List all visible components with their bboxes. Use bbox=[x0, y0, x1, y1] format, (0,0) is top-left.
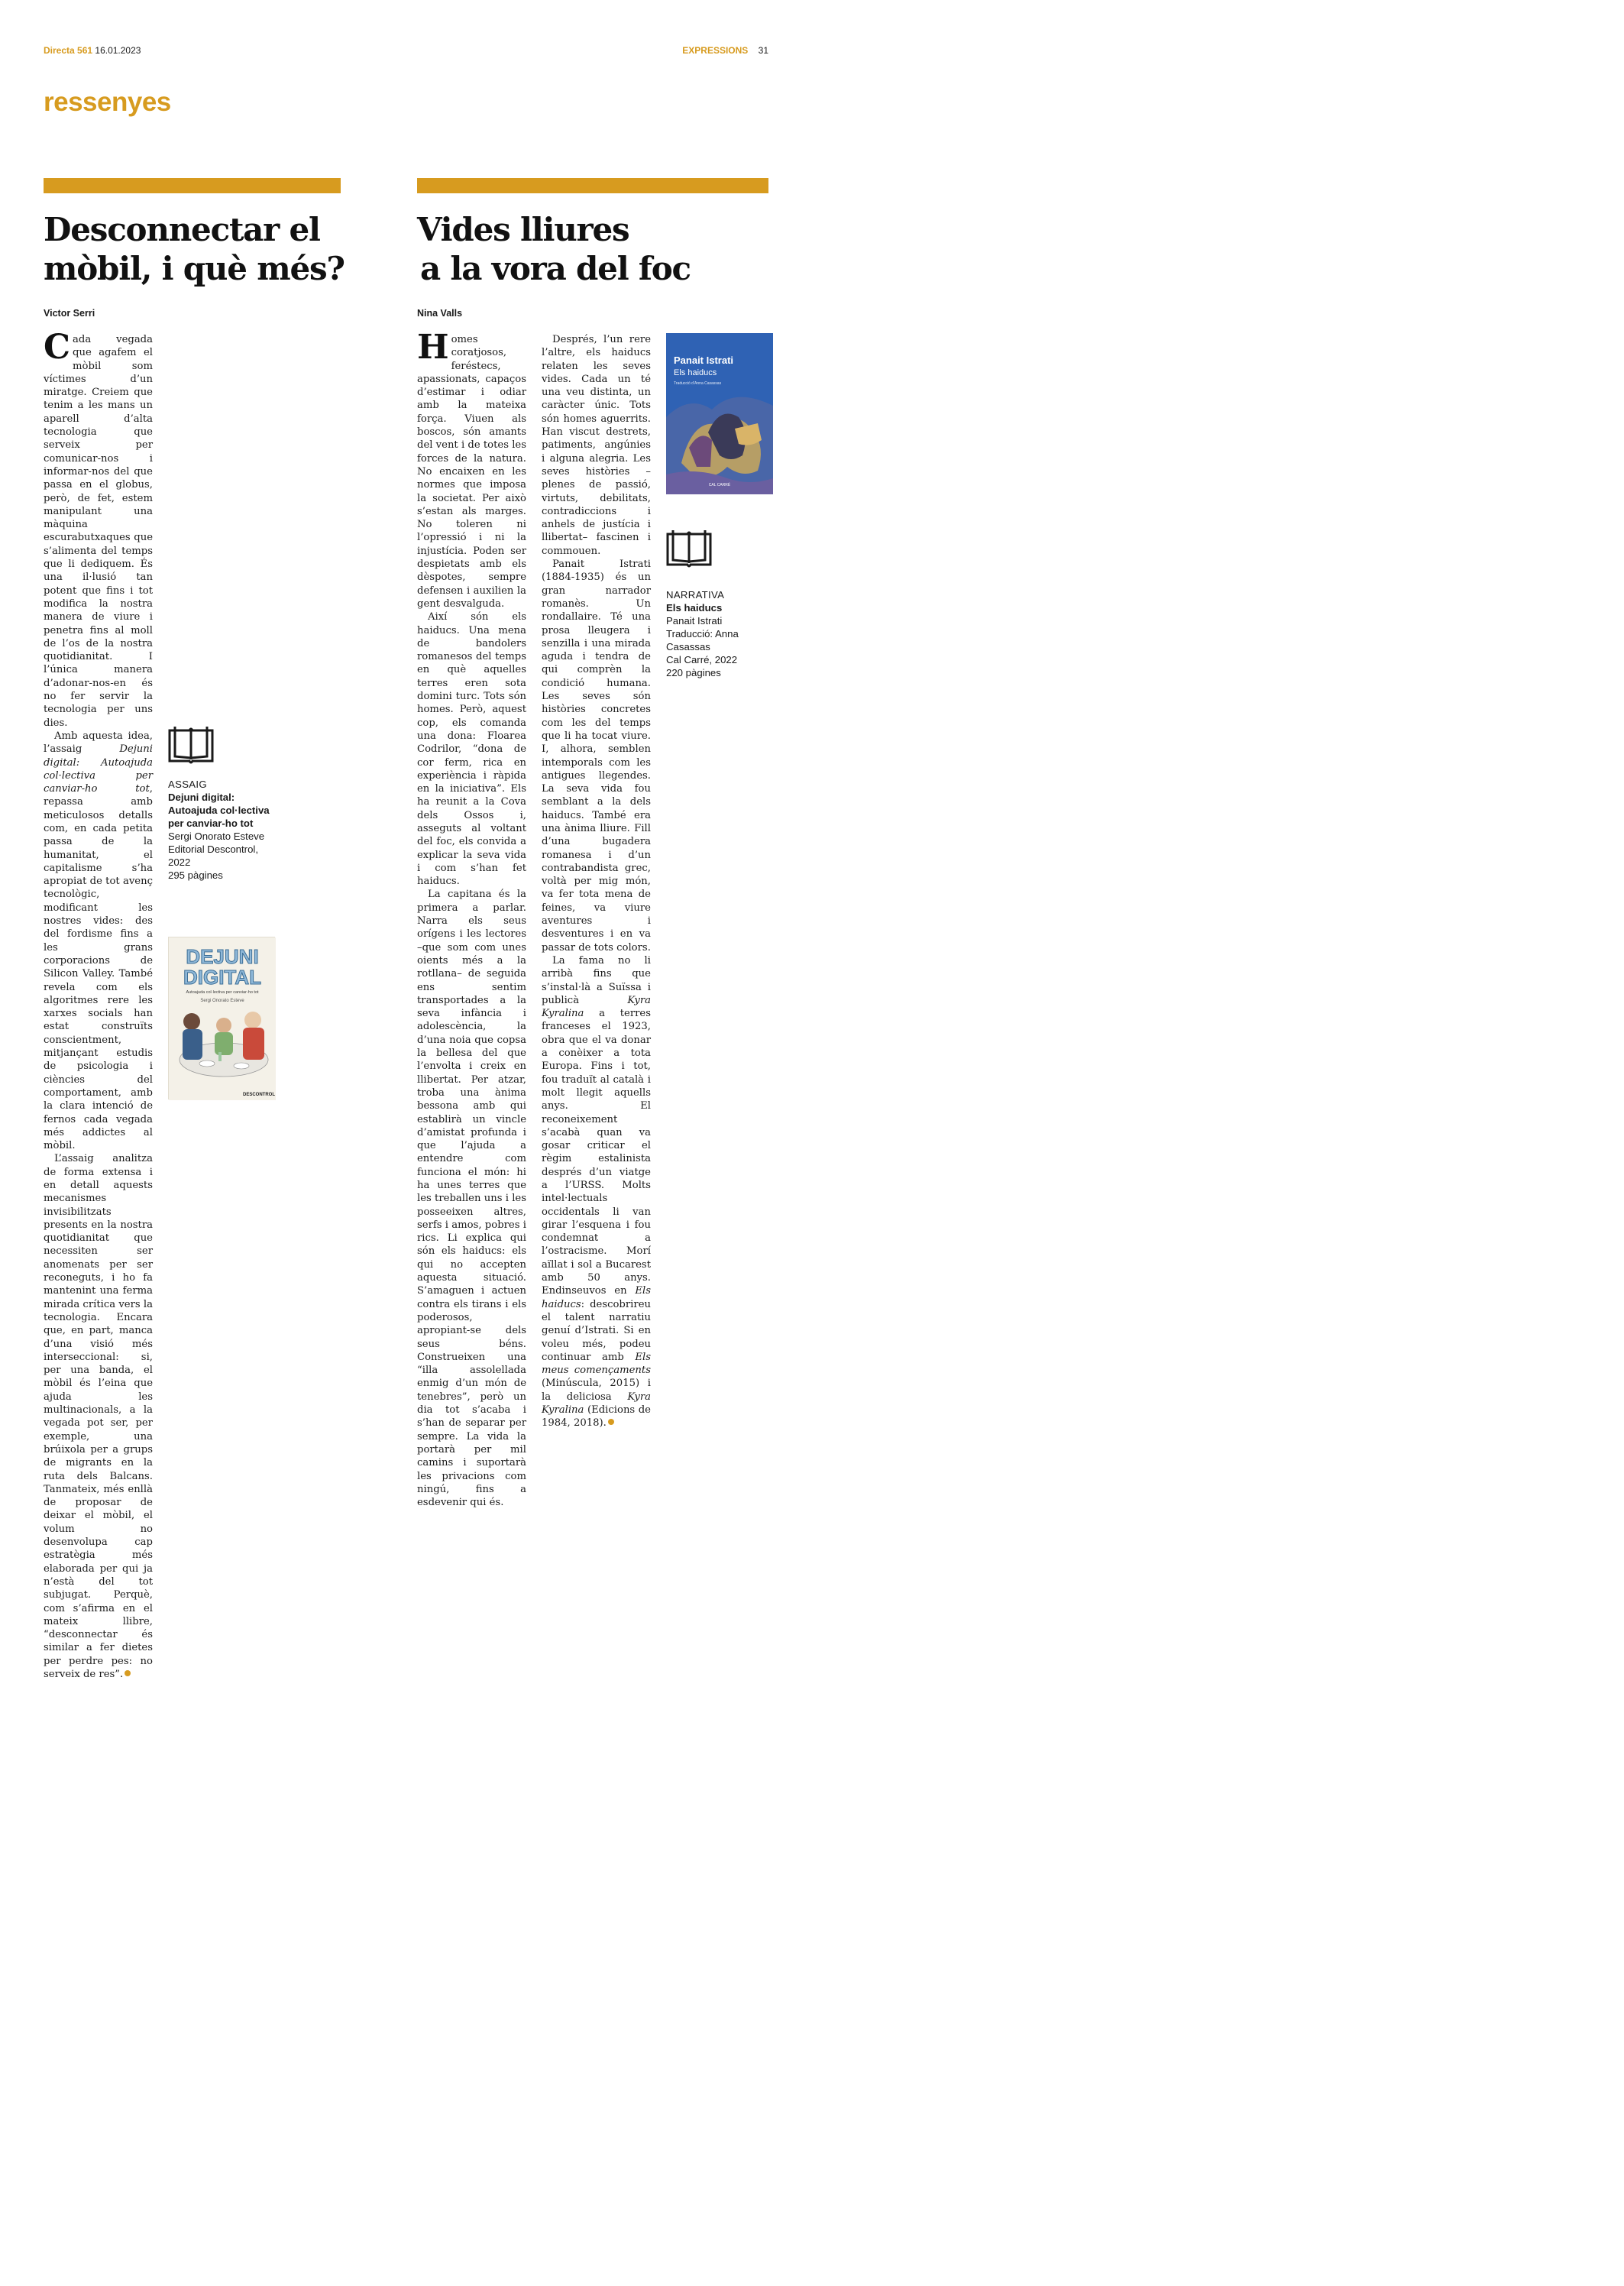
book-pages: 295 pàgines bbox=[168, 869, 223, 881]
cover-publisher: CAL CARRÉ bbox=[708, 483, 731, 487]
section-name: EXPRESSIONS bbox=[682, 45, 749, 56]
book-author: Panait Istrati bbox=[666, 615, 723, 627]
open-book-icon bbox=[168, 726, 214, 766]
cover-illustration bbox=[666, 333, 773, 494]
article2-headline-line1: Vides lliures bbox=[417, 211, 629, 248]
article2-p6-a: La fama no li arribà fins que s’instal·là a Suïssa i publicà bbox=[542, 954, 651, 1006]
article2-dropcap: H bbox=[417, 328, 449, 367]
article1-headline-line2: mòbil, i què més? bbox=[44, 250, 345, 287]
book-cover-dejuni-digital bbox=[168, 937, 275, 1099]
article2-book-info bbox=[666, 588, 773, 679]
article2-p6-title2: Els haiducs bbox=[542, 1285, 651, 1310]
book-author: Sergi Onorato Esteve bbox=[168, 831, 265, 842]
article1-p2-book-title: Dejuni digital: Autoajuda col·lectiva per canviar-ho tot bbox=[44, 743, 153, 795]
page-number: 31 bbox=[758, 45, 768, 56]
cover-subtitle: Autoajuda col·lectiva per canviar-ho tot bbox=[186, 990, 259, 995]
article1-p2-b: , repassa amb meticulosos detalls com, en cada petita passa de la humanitat, el capitalisme s’ha apropiat de tot avenç tecnològic, modificant les nostres vides: des del fordisme fins a les grans corporacions de Silicon Valley. També revela com els algoritmes rere les xarxes socials han estat construïts conscientment, mitjançant estudis de psicologia i ciències del comportament, amb la clara intenció de fernos cada vegada més addictes al mòbil. bbox=[44, 783, 153, 1152]
article1-author: Victor Serri bbox=[44, 308, 95, 319]
article2-p5-text: Panait Istrati (1884-1935) és un gran narrador romanès. Un rondallaire. Té una prosa lleugera i senzilla i una mirada aguda i tendra de qui comprèn la condició humana. Les seves són històries concretes com les del temps que li ha tocat viure. I, alhora, semblen intemporals com les antigues llegendes. La seva vida fou semblant a la dels haiducs. També era una ànima lliure. Fill d’una bugadera romanesa i d’un contrabandista grec, voltà per mig món, va fer tota mena de feines, va viure aventures i desventures i en va passar de tots colors. bbox=[542, 559, 651, 954]
article2-p6-b: a terres franceses el 1923, obra que el va donar a conèixer a tota Europa. Fins i tot, fou traduït al català i molt llegit aquells anys. El reconeixement s’acabà quan va gosar criticar el règim estalinista després d’un viatge a l’URSS. Molts intel·lectuals occidentals li van girar l’esquena i fou condemnat a l’ostracisme. Morí aïllat i sol a Bucarest amb 50 anys. Endinseuvos en bbox=[542, 1008, 651, 1297]
cover-title-line1: DEJUNI bbox=[186, 945, 259, 968]
book-genre: NARRATIVA bbox=[666, 589, 725, 601]
article2-column1 bbox=[417, 328, 526, 1509]
article2-top-rule bbox=[417, 178, 768, 193]
article2-p6-c: : descobrireu el talent narratiu genuí d’Istrati. Si en voleu més, podeu continuar amb bbox=[542, 1298, 651, 1363]
article1-paragraph2 bbox=[44, 730, 153, 1153]
publication-name: Directa 561 bbox=[44, 45, 93, 56]
book-title: Dejuni digital: Autoajuda col·lectiva per canviar-ho tot bbox=[168, 792, 270, 829]
article2-paragraph1 bbox=[417, 328, 526, 610]
cover-title-line2: DIGITAL bbox=[183, 966, 262, 989]
article2-p4-text: Després, l’un rere l’altre, els haiducs relaten les seves vides. Cada un té una veu distinta, un caràcter únic. Tots són homes aguerrits. Han viscut destrets, patiments, angúnies i alguna alegria. Les seves històries –plenes de passió, virtuts, debilitats, contradiccions i anhels de justícia i llibertat– fascinen i commouen. bbox=[542, 334, 651, 557]
end-mark-dot bbox=[608, 1419, 614, 1425]
open-book-icon bbox=[666, 529, 712, 569]
article2-p3-text: La capitana és la primera a parlar. Narra els seus orígens i les lectores –que som com unes oients més a la rotllana– de seguida ens sentim transportades a la seva infància i adolescència, la d’una noia que copsa la bellesa del que l’envolta i creix en llibertat. Per atzar, troba una ànima bessona amb qui establirà un vincle d’amistat profunda i que l’ajuda a entendre com funciona el món: hi ha unes terres que les treballen uns i les posseeixen altres, serfs i amos, pobres i rics. Li explica qui són els haiducs: els qui no accepten aquesta situació. S’amaguen i actuen contra els tirans i els poderosos, apropiant-se dels seus béns. Construeixen una “illa assolellada enmig d’un món de tenebres”, però un dia tot s’acaba i s’han de separar per sempre. La vida la portarà per mil camins i suportarà les privacions com ningú, fins a esdevenir qui és. bbox=[417, 889, 526, 1509]
end-mark-dot bbox=[125, 1670, 131, 1676]
article1-headline-line1: Desconnectar el bbox=[44, 211, 320, 248]
article2-p1-text: omes coratjosos, feréstecs, apassionats, capaços d’estimar i odiar amb la mateixa força. Viuen als boscos, són amants del vent i de totes les forces de la natura. No encaixen en les normes que imposa la societat. Per això s’estan als marges. No toleren ni l’opressió i ni la injustícia. Poden ser despietats amb els dèspotes, sempre defensen i auxilien la gent desvalguda. bbox=[417, 334, 526, 610]
book-genre: ASSAIG bbox=[168, 779, 207, 790]
article2-paragraph4 bbox=[542, 333, 651, 558]
cover-title: Els haiducs bbox=[674, 368, 717, 377]
book-publisher: Cal Carré, 2022 bbox=[666, 654, 738, 665]
article1-headline bbox=[44, 210, 345, 288]
article2-headline-line2: a la vora del foc bbox=[420, 250, 691, 287]
article2-p6-title4: Kyra Kyralina bbox=[542, 1391, 651, 1417]
cover-author: Sergi Onorato Esteve bbox=[200, 999, 244, 1003]
article2-p6-e: (Edicions de 1984, 2018). bbox=[542, 1404, 651, 1430]
article2-column2 bbox=[542, 333, 651, 1430]
running-header-right bbox=[682, 45, 768, 56]
book-translation: Traducció: Anna Casassas bbox=[666, 628, 739, 652]
article2-paragraph2 bbox=[417, 610, 526, 888]
article1-p3-text: L’assaig analitza de forma extensa i en detall aquests mecanismes invisibilitzats presents en la nostra quotidianitat que necessiten ser anomenats per ser reconeguts, i ho fa mantenint una ferma mirada crítica vers la tecnologia. Encara que, en part, manca d’una visió més interseccional: si, per una banda, el mòbil és l’eina que ajuda les multinacionals, a la vegada pot ser, per exemple, una brúixola per a grups de migrants en la ruta dels Balcans. Tanmateix, més enllà de proposar de deixar el mòbil, el volum no desenvolupa cap estratègia més elaborada per qui ja n’està del tot subjugat. Perquè, com s’afirma en el mateix llibre, “desconnectar és similar a fer dietes per perdre pes: no serveix de res”. bbox=[44, 1153, 153, 1680]
cover-translator: Traducció d’Anna Casassas bbox=[674, 381, 722, 386]
article1-book-info bbox=[168, 778, 283, 882]
article1-top-rule bbox=[44, 178, 341, 193]
article1-paragraph3 bbox=[44, 1152, 153, 1681]
book-icon bbox=[666, 529, 712, 572]
article1-p2-a: Amb aquesta idea, l’assaig bbox=[44, 730, 153, 756]
article2-headline bbox=[417, 210, 691, 288]
cover-illustration bbox=[169, 937, 276, 1100]
book-pages: 220 pàgines bbox=[666, 667, 721, 678]
article2-paragraph5 bbox=[542, 558, 651, 954]
issue-date: 16.01.2023 bbox=[95, 45, 141, 56]
article2-p6-title3: Els meus començaments bbox=[542, 1351, 651, 1377]
article2-paragraph3 bbox=[417, 888, 526, 1509]
book-publisher: Editorial Descontrol, 2022 bbox=[168, 843, 259, 868]
section-title: ressenyes bbox=[44, 87, 171, 117]
article1-p1-text: ada vegada que agafem el mòbil som víctimes d’un miratge. Creiem que tenim a les mans un aparell d’alta tecnologia que serveix per comunicar-nos i informar-nos del que passa en el globus, però, de fet, estem manipulant una màquina escurabutxaques que s’alimenta del temps que li dediquem. És una il·lusió tan potent que fins i tot modifica la nostra manera de viure i penetra fins al moll de l’os de la nostra quotidianitat. I l’única manera d’adonar-nos-en és no fer servir la tecnologia per uns dies. bbox=[44, 334, 153, 729]
article2-p2-text: Així són els haiducs. Una mena de bandolers romanesos del temps en què aquelles terres eren sota domini turc. Tots són homes. Però, aquest cop, els comanda una dona: Floarea Codrilor, “dona de cor ferm, rica en experiència i ràpida en la iniciativa”. Els ha reunit a la Cova dels Ossos i, asseguts al voltant del foc, els convida a explicar la seva vida i com s’han fet haiducs. bbox=[417, 611, 526, 888]
book-icon bbox=[168, 726, 214, 769]
article1-dropcap: C bbox=[44, 328, 71, 367]
article2-paragraph6 bbox=[542, 954, 651, 1430]
running-header-left bbox=[44, 45, 141, 56]
cover-publisher: DESCONTROL bbox=[243, 1093, 275, 1097]
book-cover-els-haiducs bbox=[666, 333, 773, 494]
article2-p6-title: Kyra Kyralina bbox=[542, 994, 651, 1020]
article2-author: Nina Valls bbox=[417, 308, 463, 319]
book-title: Els haiducs bbox=[666, 602, 723, 614]
article1-paragraph1 bbox=[44, 328, 153, 730]
article1-column1 bbox=[44, 328, 153, 1680]
article2-p6-d: (Minúscula, 2015) i la deliciosa bbox=[542, 1378, 651, 1403]
cover-author: Panait Istrati bbox=[674, 355, 734, 366]
